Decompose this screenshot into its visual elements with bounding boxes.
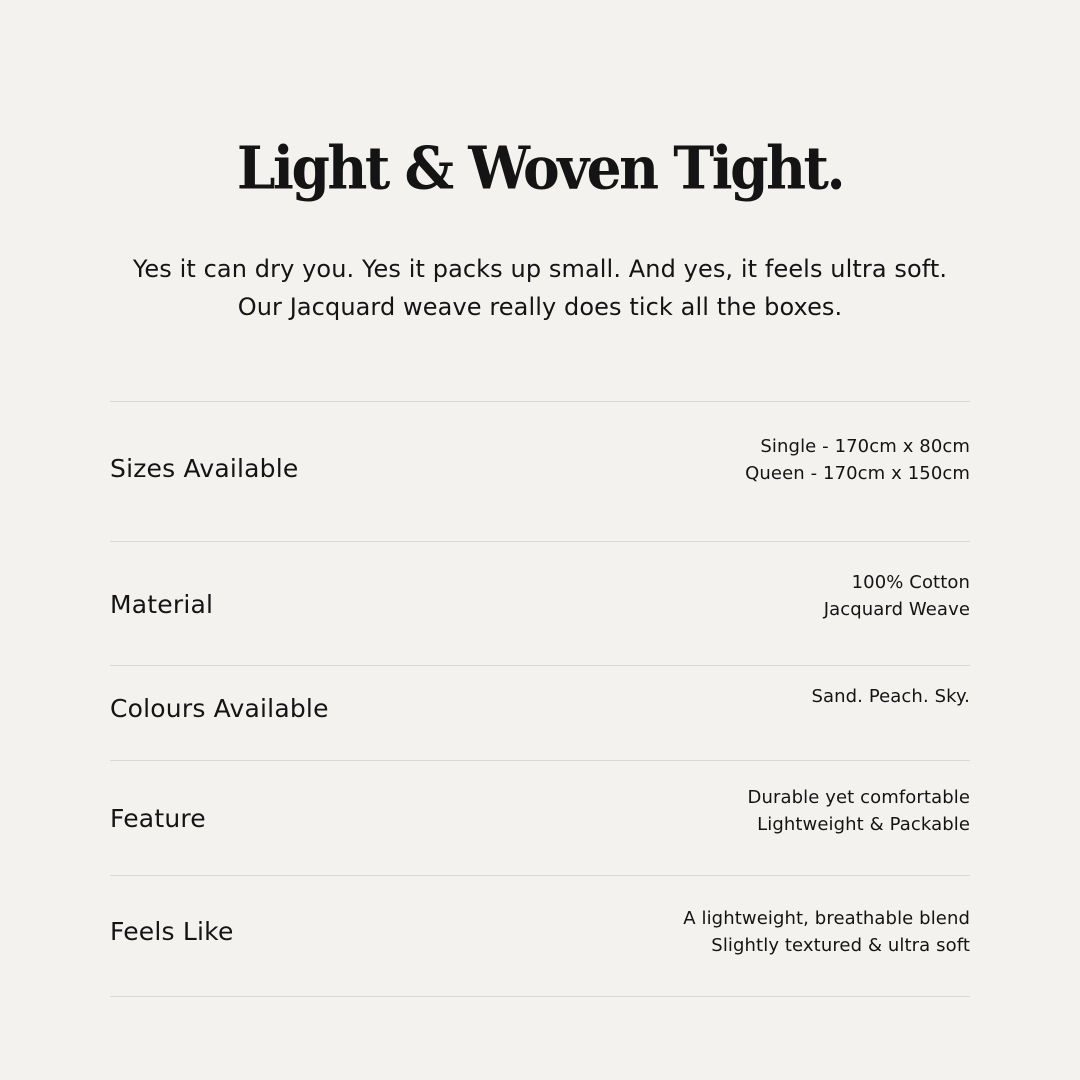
spec-value: Slightly textured & ultra soft — [711, 935, 970, 956]
spec-label: Feels Like — [110, 917, 234, 946]
page-title: Light & Woven Tight. — [236, 132, 844, 203]
spec-values — [824, 569, 970, 623]
intro-text: Yes it can dry you. Yes it packs up small. And yes, it feels ultra soft. Our Jacquard weave really does tick all the boxes. — [132, 255, 948, 321]
spec-value: Lightweight & Packable — [757, 814, 970, 835]
spec-row-sizes — [110, 402, 970, 542]
spec-label: Colours Available — [110, 694, 329, 723]
spec-row-feature — [110, 761, 970, 876]
spec-label: Feature — [110, 804, 206, 833]
spec-value: Single - 170cm x 80cm — [760, 436, 970, 457]
spec-value: 100% Cotton — [851, 572, 970, 593]
spec-values — [811, 683, 970, 710]
spec-label: Material — [110, 590, 214, 619]
spec-values — [683, 905, 970, 959]
spec-row-feels-like — [110, 876, 970, 997]
spec-value: Durable yet comfortable — [747, 787, 970, 808]
spec-row-material — [110, 542, 970, 666]
spec-values — [745, 433, 970, 487]
spec-table — [110, 401, 970, 997]
spec-label: Sizes Available — [110, 454, 299, 483]
spec-values — [747, 784, 970, 838]
spec-value: Queen - 170cm x 150cm — [745, 463, 970, 484]
spec-row-colours — [110, 666, 970, 761]
spec-value: Sand. Peach. Sky. — [811, 686, 970, 707]
spec-value: A lightweight, breathable blend — [683, 908, 970, 929]
spec-value: Jacquard Weave — [823, 599, 970, 620]
